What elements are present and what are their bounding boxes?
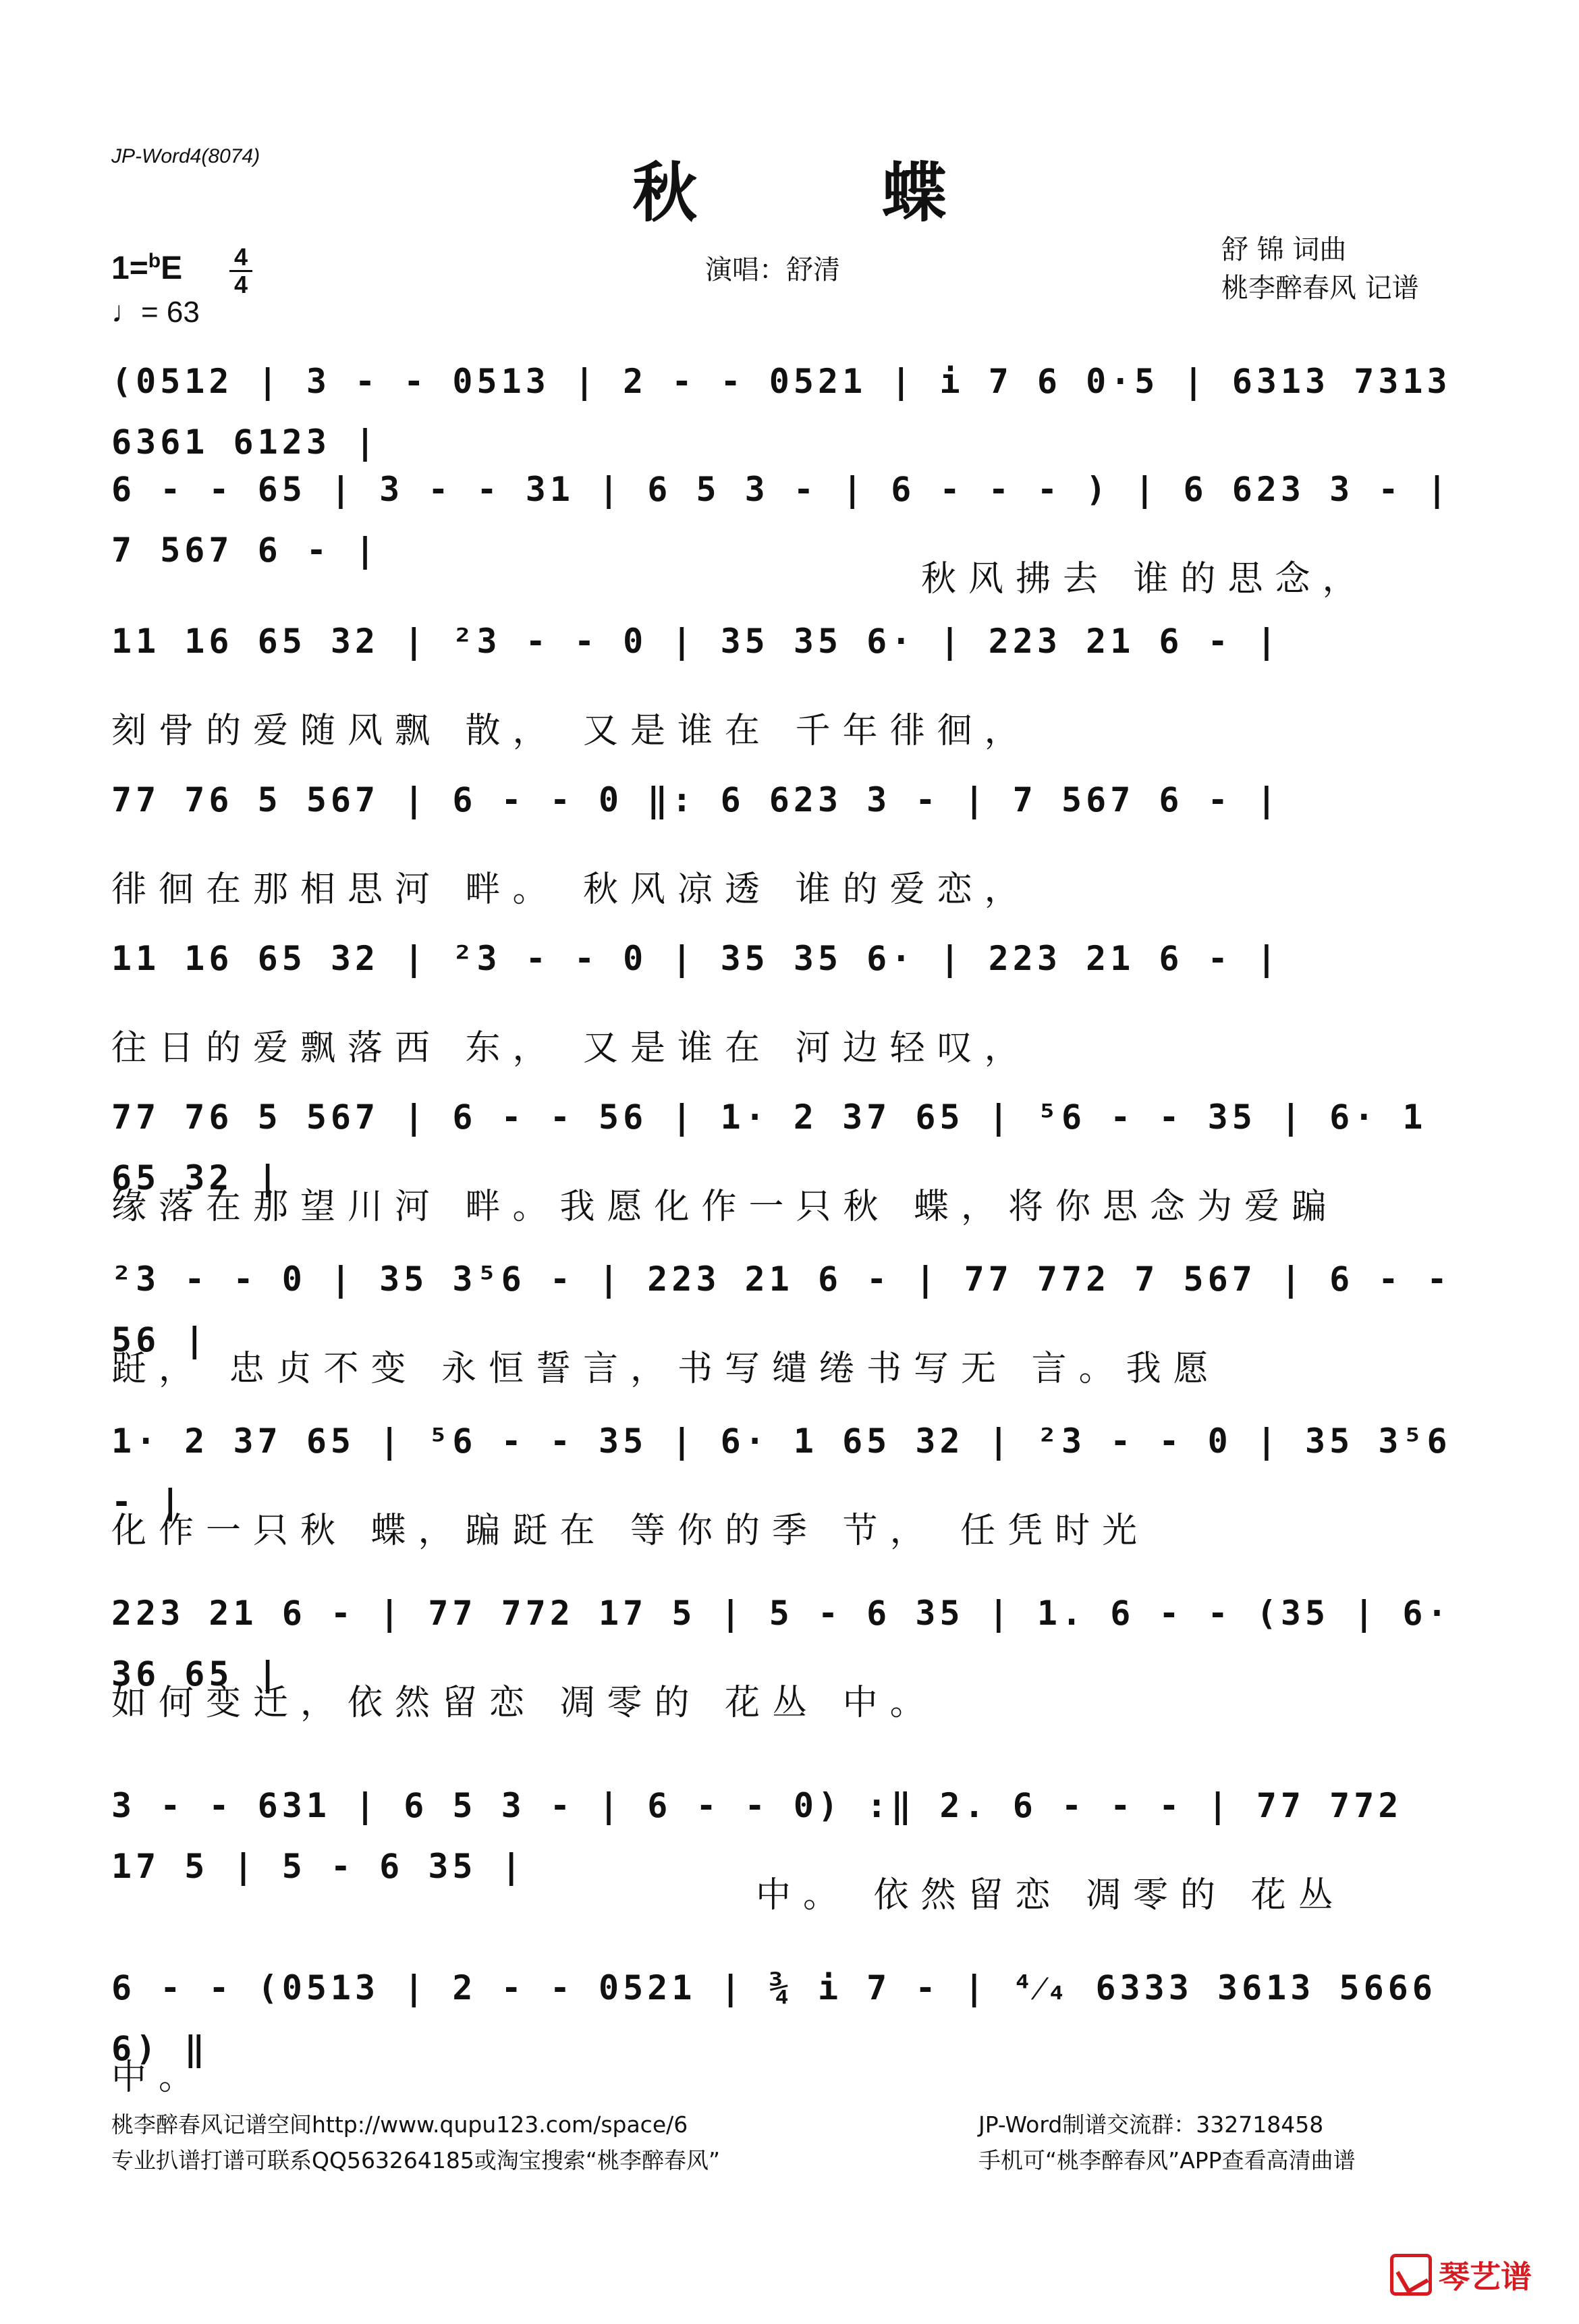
page-title: 秋 蝶 [632,155,1028,231]
lyrics: 徘徊在那相思河 畔。 秋风凉透 谁的爱恋， [111,869,1032,910]
time-signature [229,244,252,298]
software-label: JP-Word4(8074) [111,145,260,167]
key-prefix: 1= [111,250,148,286]
footer-app-note: 手机可“桃李醉春风”APP查看高清曲谱 [978,2147,1356,2173]
transcriber-credit: 桃李醉春风 记谱 [1221,273,1419,304]
lyrics: 化作一只秋 蝶，蹁跹在 等你的季 节， 任凭时光 [111,1511,1150,1551]
lyrics: 中。 依然留恋 凋零的 花丛 [756,1875,1346,1916]
key-signature [111,250,182,287]
notation: 6 - - 65 | 3 - - 31 | 6 5 3 - | 6 - - - ) | 6 623 3 - | 7 567 6 - | [111,470,1451,570]
notation: 1· 2 37 65 | ⁵6 - - 35 | 6· 1 65 32 | ²3 - - 0 | 35 3⁵6 - | [111,1422,1451,1521]
lyrics: 如何变迁，依然留恋 凋零的 花丛 中。 [111,1683,937,1723]
notation: (0512 | 3 - - 0513 | 2 - - 0521 | i 7 6 0·5 | 6313 7313 6361 6123 | [111,362,1451,462]
flat-sign: b [148,250,161,272]
watermark [1390,2252,1532,2297]
notation: ²3 - - 0 | 35 3⁵6 - | 223 21 6 - | 77 772 7 567 | 6 - - 56 | [111,1260,1451,1359]
singer-credit: 演唱：舒清 [705,254,840,286]
notation: 11 16 65 32 | ²3 - - 0 | 35 35 6· | 223 21 6 - | [111,939,1281,978]
footer-group: JP-Word制谱交流群：332718458 [978,2111,1324,2138]
meter-top: 4 [233,243,248,271]
tempo-mark: ♩= 63 [111,296,200,329]
lyrics: 缘落在那望川河 畔。我愿化作一只秋 蝶，将你思念为爱蹁 [111,1187,1339,1227]
meter-bottom: 4 [233,271,248,298]
notation: 77 76 5 567 | 6 - - 56 | 1· 2 37 65 | ⁵6 - - 35 | 6· 1 65 32 | [111,1098,1427,1197]
watermark-text: 琴艺谱 [1439,2259,1532,2294]
notation: 223 21 6 - | 77 772 17 5 | 5 - 6 35 | 1. 6 - - (35 | 6· 36 65 | [111,1594,1451,1694]
logo-icon [1390,2254,1432,2296]
lyricist-composer-credit: 舒 锦 词曲 [1221,234,1347,265]
footer-contact: 专业扒谱打谱可联系QQ563264185或淘宝搜索“桃李醉春风” [111,2147,721,2173]
key-note: E [161,250,183,286]
notation: 3 - - 631 | 6 5 3 - | 6 - - 0) :‖ 2. 6 - - - | 77 772 17 5 | 5 - 6 35 | [111,1786,1403,1886]
notation: 77 76 5 567 | 6 - - 0 ‖: 6 623 3 - | 7 567 6 - | [111,780,1281,819]
lyrics: 往日的爱飘落西 东， 又是谁在 河边轻叹， [111,1028,1032,1069]
notation: 11 16 65 32 | ²3 - - 0 | 35 35 6· | 223 21 6 - | [111,622,1281,661]
lyrics: 秋风拂去 谁的思念， [921,559,1370,599]
lyrics: 跹， 忠贞不变 永恒誓言，书写缱绻书写无 言。我愿 [111,1349,1221,1389]
footer-space-link: 桃李醉春风记谱空间http://www.qupu123.com/space/6 [111,2111,688,2138]
notation: 6 - - (0513 | 2 - - 0521 | ¾ i 7 - | ⁴⁄₄ 6333 3613 5666 6) ‖ [111,1968,1437,2068]
lyrics: 中。 [111,2057,206,2098]
lyrics: 刻骨的爱随风飘 散， 又是谁在 千年徘徊， [111,711,1032,751]
